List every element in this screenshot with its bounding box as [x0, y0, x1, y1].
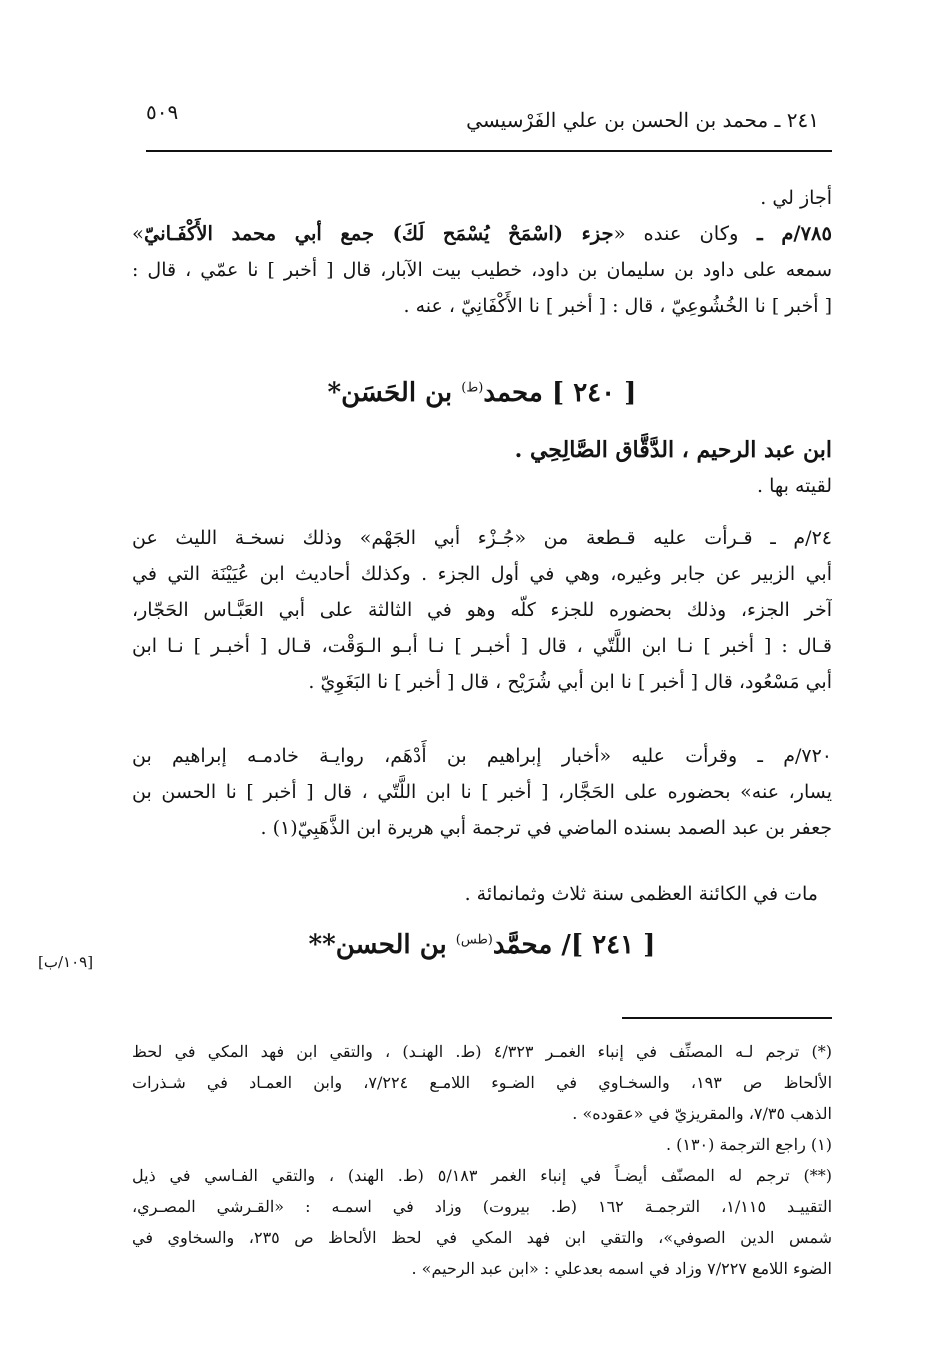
entry-240-intro	[132, 432, 832, 504]
text-run: وكان عنده «	[613, 222, 739, 245]
footnote-line: الذهب ٧/٣٥، والمقريزيّ في «عقوده» .	[572, 1104, 832, 1123]
text-line: مات في الكائنة العظمى سنة ثلاث وثمانمائة .	[464, 883, 818, 905]
text-line: آخر الجزء، وذلك بحضوره للجزء كلّه وهو في الثالثة على أبي العَبَّـاس الحَجّار،	[132, 599, 832, 621]
heading-name: بن الحسن**	[308, 930, 447, 960]
heading-name: بن الحَسَن*	[327, 378, 453, 408]
text-run: »	[132, 222, 144, 245]
entry-240-heading	[132, 378, 832, 408]
text-line	[132, 216, 832, 252]
text-line: أبي مَسْعُود، قال [ أخبر ] نا ابن أبي شُرَيْح ، قال [ أخبر ] نا البَغَوِيّ .	[308, 671, 832, 693]
footnote-line: التقييـد ١/١١٥، الترجمـة ١٦٢ (ط. بيروت) وزاد في اسمـه : «القـرشي المصـري،	[132, 1197, 832, 1216]
text-line: ٢٤/م ـ قـرأت عليه قـطعة من «جُـزْء أبي الجَهْم» وذلك نسخـة الليث عن	[132, 527, 832, 549]
text-line: جعفر بن عبد الصمد بسنده الماضي في ترجمة أبي هريرة ابن الذَّهَبِيّ(١) .	[260, 817, 832, 839]
book-title: جزء (اسْمَحْ يُسْمَح لَكَ) جمع أبي محمد الأَكْفَـانيّ	[143, 222, 614, 245]
footnote-rule	[622, 1017, 832, 1019]
footnote-line: شمس الدين الصوفي»، والتقي ابن فهد المكي في لحظ الألحاظ ص ٢٣٥، والسخاوي في	[132, 1228, 832, 1247]
footnote-line: الألحاظ ص ١٩٣، والسخـاوي في الضـوء اللامـع ٧/٢٢٤، وابن العمـاد في شـذرات	[132, 1073, 832, 1092]
heading-number: [ ٢٤١ ]/	[561, 930, 656, 960]
entry-number: ٧٨٥/م ـ	[738, 222, 832, 245]
footnote-line: الضوء اللامع ٧/٢٢٧ وزاد في اسمه بعدعلي : «ابن عبد الرحيم» .	[411, 1259, 832, 1278]
footnote-line: (**) ترجم له المصنّف أيضـاً في إنباء الغمر ٥/١٨٣ (ط. الهند) ، والتقي الفـاسي في ذيل	[132, 1166, 832, 1185]
met-line: لقيته بها .	[756, 475, 832, 497]
text-line: أجاز لي .	[760, 187, 832, 209]
manuscript-folio-ref: [١٠٩/ب]	[38, 953, 94, 971]
heading-name: محمَّد	[492, 930, 553, 960]
page-number: ٥٠٩	[146, 100, 179, 124]
footnotes	[132, 1036, 832, 1284]
death-line	[132, 876, 832, 912]
running-title: ٢٤١ ـ محمد بن الحسن بن علي الفَرْسيسي	[466, 108, 819, 132]
footnote-line: (١) راجع الترجمة (١٣٠) .	[665, 1135, 832, 1154]
entry-241-heading	[132, 930, 832, 960]
heading-name: محمد	[483, 378, 543, 408]
text-line: قـال : [ أخبر ] نـا ابن اللَّتّي ، قال [ أخبـر ] نـا أبـو الـوَقْت، قـال [ أخبـر ] نـا ابن	[132, 635, 832, 657]
text-line: يسار، عنه» بحضوره على الحَجَّار، [ أخبر ] نا ابن اللَّتّي ، قال [ أخبر ] نا الحسن بن	[132, 781, 832, 803]
text-line: أبي الزبير عن جابر وغيره، وهي في أول الجزء . وكذلك أحاديث ابن عُيَيْنَة التي في	[132, 563, 832, 585]
footnote-line: (*) ترجم لـه المصنِّف في إنباء الغمـر ٤/٣٢٣ (ط. الهنـد) ، والتقي ابن فهد المكي في لحظ	[132, 1042, 832, 1061]
text-line: سمعه على داود بن سليمان بن داود، خطيب بيت الآبار، قال [ أخبر ] نا عمّي ، قال :	[132, 259, 832, 281]
text-line: [ أخبر ] نا الخُشُوعِيّ ، قال : [ أخبر ] نا الأَكْفَانِيّ ، عنه .	[403, 295, 832, 317]
heading-siglum: (ط)	[461, 380, 484, 396]
entry-24-paragraph	[132, 520, 832, 700]
text-line: ٧٢٠/م ـ وقرأت عليه «أخبار إبراهيم بن أَدْهَم، روايـة خادمـه إبراهيم بن	[132, 745, 832, 767]
header-rule	[146, 150, 832, 152]
entry-785-paragraph	[132, 180, 832, 324]
heading-siglum: (طس)	[455, 932, 493, 948]
entry-720-paragraph	[132, 738, 832, 846]
heading-number: [ ٢٤٠ ]	[551, 378, 637, 408]
subtitle: ابن عبد الرحيم ، الدَّقَّاق الصَّالِحِي .	[514, 437, 832, 463]
